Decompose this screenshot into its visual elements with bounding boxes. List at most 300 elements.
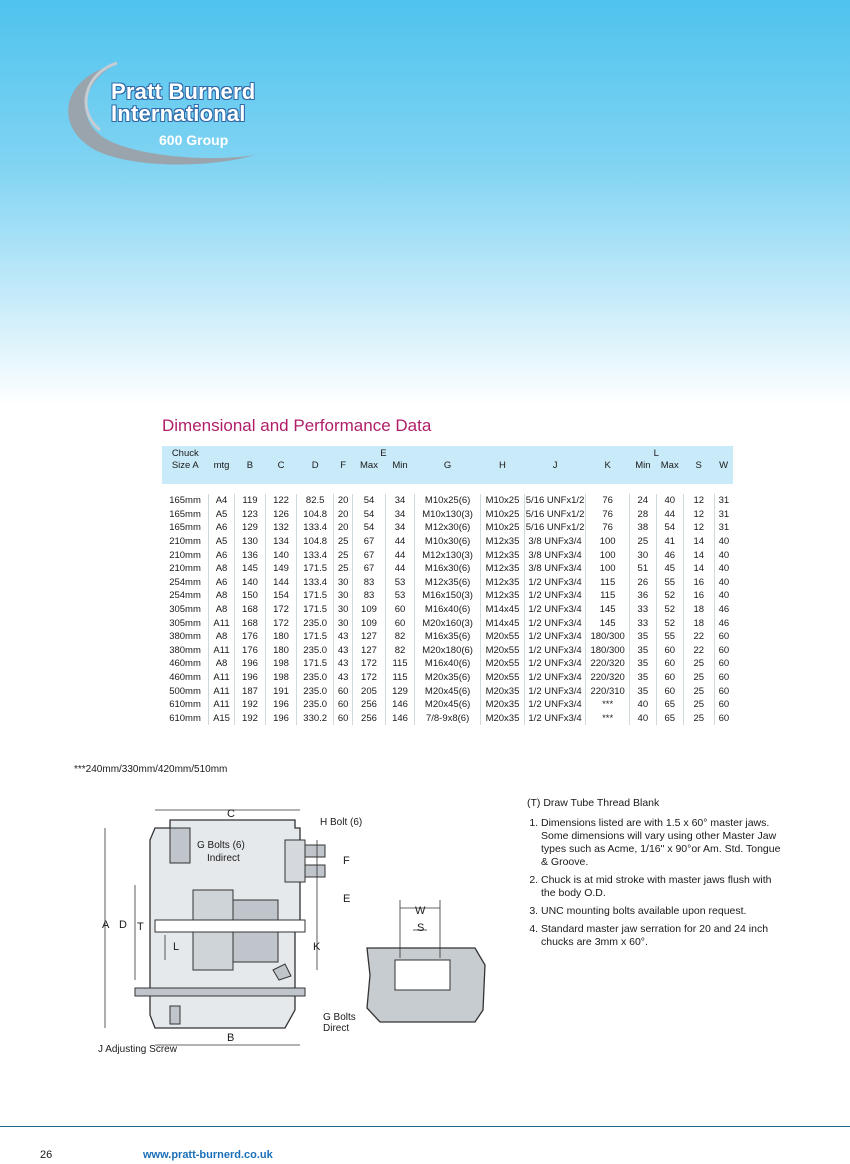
table-cell: 196	[234, 671, 265, 685]
table-row	[162, 630, 733, 644]
header-d: D	[297, 460, 334, 484]
table-row	[162, 494, 733, 508]
table-cell: 235.0	[297, 671, 334, 685]
table-cell: 460mm	[169, 672, 201, 684]
label-h-bolt: H Bolt (6)	[320, 817, 363, 828]
logo-group-text: 600 Group	[159, 132, 229, 148]
table-cell: 40	[714, 562, 733, 576]
table-cell: 198	[266, 671, 297, 685]
table-cell: 610mm	[169, 712, 201, 724]
table-cell: 60	[714, 657, 733, 671]
table-cell: M12x130(3)	[415, 548, 481, 562]
table-cell: 171.5	[297, 603, 334, 617]
table-cell: 115	[586, 576, 629, 590]
table-cell: 130	[234, 535, 265, 549]
table-cell: 20	[334, 494, 353, 508]
table-cell: M12x35	[481, 562, 524, 576]
table-cell: 180	[266, 644, 297, 658]
table-cell: 1/2 UNFx3/4	[524, 644, 586, 658]
table-cell: 12	[683, 494, 714, 508]
table-cell: 40	[714, 548, 733, 562]
table-cell: 25	[683, 684, 714, 698]
table-cell: 100	[586, 562, 629, 576]
table-cell: 34	[386, 521, 415, 535]
header-l: L	[629, 446, 683, 460]
table-cell: M20x35	[481, 698, 524, 712]
table-cell: 171.5	[297, 630, 334, 644]
table-cell: M20x35	[481, 712, 524, 726]
logo-line-2: International	[111, 101, 246, 126]
table-cell: 1/2 UNFx3/4	[524, 630, 586, 644]
header-b: B	[234, 460, 265, 484]
table-cell: ***	[586, 712, 629, 726]
table-cell: 129	[386, 684, 415, 698]
table-cell: 115	[386, 671, 415, 685]
table-cell: 54	[352, 494, 385, 508]
table-cell: 146	[386, 712, 415, 726]
table-cell: 40	[629, 712, 656, 726]
table-row	[162, 521, 733, 535]
table-cell: M20x55	[481, 644, 524, 658]
table-cell: 235.0	[297, 644, 334, 658]
table-cell: 60	[656, 671, 683, 685]
table-cell: M16x150(3)	[415, 589, 481, 603]
table-cell: 104.8	[297, 535, 334, 549]
table-cell: 180/300	[586, 630, 629, 644]
table-cell: 67	[352, 535, 385, 549]
table-cell: 149	[266, 562, 297, 576]
label-j-screw: J Adjusting Screw	[98, 1044, 177, 1055]
table-cell: 31	[714, 521, 733, 535]
table-cell: 60	[386, 616, 415, 630]
table-cell: 12	[683, 508, 714, 522]
table-cell: 82	[386, 630, 415, 644]
table-cell: A8	[209, 603, 235, 617]
table-cell: 180	[266, 630, 297, 644]
label-s: S	[417, 922, 425, 934]
note-item-3: 3. UNC mounting bolts available upon request.	[541, 905, 787, 918]
table-cell: 180/300	[586, 644, 629, 658]
table-cell: 460mm	[169, 658, 201, 670]
table-cell: 44	[386, 548, 415, 562]
table-cell: 1/2 UNFx3/4	[524, 576, 586, 590]
table-cell: 44	[386, 535, 415, 549]
table-cell: 610mm	[169, 699, 201, 711]
table-cell: 18	[683, 603, 714, 617]
table-cell: 25	[334, 535, 353, 549]
table-cell: 256	[352, 698, 385, 712]
notes-intro: (T) Draw Tube Thread Blank	[527, 797, 660, 809]
table-cell: 14	[683, 562, 714, 576]
logo-line-1: Pratt Burnerd	[111, 79, 256, 104]
table-cell: 109	[352, 616, 385, 630]
table-cell: 67	[352, 562, 385, 576]
table-cell: 1/2 UNFx3/4	[524, 712, 586, 726]
table-cell: 54	[352, 521, 385, 535]
table-cell: 40	[714, 589, 733, 603]
table-cell: 305mm	[169, 617, 201, 629]
website-link[interactable]: www.pratt-burnerd.co.uk	[143, 1149, 273, 1161]
table-cell: 45	[656, 562, 683, 576]
table-cell: 140	[234, 576, 265, 590]
table-cell: 76	[586, 494, 629, 508]
table-cell: M16x40(6)	[415, 657, 481, 671]
header-l-min: Min	[629, 460, 656, 484]
table-cell: 82.5	[297, 494, 334, 508]
table-cell: 126	[266, 508, 297, 522]
table-cell: 133.4	[297, 521, 334, 535]
table-cell: 16	[683, 589, 714, 603]
table-cell: 129	[234, 521, 265, 535]
table-row	[162, 712, 733, 726]
table-cell: M16x30(6)	[415, 562, 481, 576]
table-cell: M20x35	[481, 684, 524, 698]
section-title: Dimensional and Performance Data	[162, 416, 432, 435]
table-row	[162, 548, 733, 562]
label-c: C	[227, 808, 235, 820]
table-cell: 60	[714, 644, 733, 658]
table-cell: 150	[234, 589, 265, 603]
header-e: E	[352, 446, 414, 460]
table-cell: A6	[209, 548, 235, 562]
table-cell: 20	[334, 521, 353, 535]
table-row	[162, 671, 733, 685]
note-item-1: 1. Dimensions listed are with 1.5 x 60° master jaws. Some dimensions will vary using other Master Jaw types such as Acme, 1/16" x 90°or Am. Std. Tongue & Groove.	[541, 817, 787, 869]
table-cell: 34	[386, 494, 415, 508]
table-cell: 192	[234, 698, 265, 712]
table-cell: 25	[629, 535, 656, 549]
header-g: G	[415, 460, 481, 484]
table-cell: A11	[209, 616, 235, 630]
label-g-bolts-indirect-1: G Bolts (6)	[197, 840, 245, 851]
dimension-table-wrapper	[162, 446, 733, 725]
table-cell: A11	[209, 684, 235, 698]
table-cell: 30	[334, 576, 353, 590]
header-e-min: Min	[386, 460, 415, 484]
table-cell: 119	[234, 494, 265, 508]
table-cell: 60	[656, 684, 683, 698]
table-cell: 256	[352, 712, 385, 726]
table-cell: 25	[683, 698, 714, 712]
table-cell: M20x55	[481, 657, 524, 671]
table-cell: 40	[629, 698, 656, 712]
table-cell: 5/16 UNFx1/2	[525, 495, 585, 507]
header-j: J	[524, 460, 586, 484]
footnote: ***240mm/330mm/420mm/510mm	[74, 764, 228, 775]
table-cell: 196	[266, 698, 297, 712]
table-cell: 28	[629, 508, 656, 522]
label-b: B	[227, 1032, 235, 1044]
table-cell: M10x25	[481, 508, 524, 522]
table-cell: 65	[656, 712, 683, 726]
table-cell: 165mm	[169, 495, 201, 507]
label-t: T	[137, 921, 144, 933]
table-cell: 172	[266, 603, 297, 617]
table-cell: 144	[266, 576, 297, 590]
table-cell: A11	[209, 671, 235, 685]
table-cell: 46	[714, 603, 733, 617]
table-cell: M10x25	[481, 494, 524, 508]
header-h: H	[481, 460, 524, 484]
table-row	[162, 644, 733, 658]
table-cell: 33	[629, 603, 656, 617]
table-cell: 51	[629, 562, 656, 576]
table-cell: 100	[586, 548, 629, 562]
table-cell: 35	[629, 644, 656, 658]
table-cell: M12x35(6)	[415, 576, 481, 590]
table-row	[162, 698, 733, 712]
table-cell: 60	[656, 644, 683, 658]
table-cell: 176	[234, 644, 265, 658]
table-cell: M20x160(3)	[415, 616, 481, 630]
label-g-bolts-indirect-2: Indirect	[207, 853, 240, 864]
table-cell: 60	[334, 712, 353, 726]
table-cell: M14x45	[481, 603, 524, 617]
table-cell: 83	[352, 589, 385, 603]
table-cell: 145	[234, 562, 265, 576]
table-cell: 60	[714, 698, 733, 712]
table-cell: 34	[386, 508, 415, 522]
table-cell: 187	[234, 684, 265, 698]
notes-panel	[527, 797, 787, 954]
table-cell: 30	[334, 616, 353, 630]
table-cell: 67	[352, 548, 385, 562]
table-cell: 254mm	[169, 590, 201, 602]
table-cell: 123	[234, 508, 265, 522]
table-cell: A6	[209, 521, 235, 535]
header-chuck: Chuck	[162, 446, 209, 460]
table-cell: 104.8	[297, 508, 334, 522]
table-cell: A11	[209, 644, 235, 658]
header-e-max: Max	[352, 460, 385, 484]
table-cell: M12x30(6)	[415, 521, 481, 535]
table-row	[162, 562, 733, 576]
table-cell: 220/310	[586, 684, 629, 698]
label-d: D	[119, 919, 127, 931]
table-cell: M16x40(6)	[415, 603, 481, 617]
table-cell: 16	[683, 576, 714, 590]
table-cell: 25	[334, 562, 353, 576]
table-cell: 76	[586, 508, 629, 522]
table-cell: 52	[656, 616, 683, 630]
label-k: K	[313, 941, 321, 953]
table-cell: 76	[586, 521, 629, 535]
table-cell: 46	[656, 548, 683, 562]
table-cell: 44	[656, 508, 683, 522]
table-cell: 3/8 UNFx3/4	[524, 548, 586, 562]
table-cell: 25	[334, 548, 353, 562]
table-cell: 60	[714, 671, 733, 685]
table-cell: 220/320	[586, 671, 629, 685]
header-mtg: mtg	[209, 460, 235, 484]
table-cell: A5	[209, 535, 235, 549]
table-cell: 31	[714, 508, 733, 522]
table-cell: 191	[266, 684, 297, 698]
table-cell: M20x45(6)	[415, 698, 481, 712]
table-cell: 60	[714, 684, 733, 698]
table-cell: M20x180(6)	[415, 644, 481, 658]
table-cell: M20x55	[481, 671, 524, 685]
table-cell: 35	[629, 630, 656, 644]
table-cell: 82	[386, 644, 415, 658]
company-logo	[55, 55, 345, 175]
table-cell: 205	[352, 684, 385, 698]
table-cell: 25	[683, 712, 714, 726]
table-cell: 25	[683, 657, 714, 671]
table-cell: 54	[656, 521, 683, 535]
table-row	[162, 576, 733, 590]
table-cell: 52	[656, 603, 683, 617]
table-cell: 235.0	[297, 684, 334, 698]
table-cell: 196	[234, 657, 265, 671]
table-cell: 115	[386, 657, 415, 671]
header-k: K	[586, 460, 629, 484]
table-cell: 380mm	[169, 644, 201, 656]
table-row	[162, 603, 733, 617]
table-cell: 176	[234, 630, 265, 644]
table-cell: 18	[683, 616, 714, 630]
table-cell: 22	[683, 644, 714, 658]
table-cell: 1/2 UNFx3/4	[524, 616, 586, 630]
table-cell: 5/16 UNFx1/2	[525, 508, 585, 520]
table-cell: 380mm	[169, 631, 201, 643]
table-cell: 210mm	[169, 549, 201, 561]
table-cell: 43	[334, 630, 353, 644]
table-cell: 54	[352, 508, 385, 522]
table-cell: 60	[386, 603, 415, 617]
table-cell: 210mm	[169, 563, 201, 575]
table-cell: 172	[352, 671, 385, 685]
notes-list	[527, 817, 787, 949]
table-cell: 254mm	[169, 576, 201, 588]
table-cell: A11	[209, 698, 235, 712]
table-cell: A4	[209, 494, 235, 508]
table-cell: 168	[234, 616, 265, 630]
table-body	[162, 484, 733, 725]
table-cell: 171.5	[297, 589, 334, 603]
table-cell: 168	[234, 603, 265, 617]
table-cell: M20x45(6)	[415, 684, 481, 698]
table-cell: 55	[656, 630, 683, 644]
table-cell: 60	[334, 684, 353, 698]
table-cell: ***	[586, 698, 629, 712]
table-row	[162, 657, 733, 671]
table-cell: 330.2	[297, 712, 334, 726]
table-cell: 30	[334, 603, 353, 617]
label-g-bolts-direct-2: Direct	[323, 1023, 350, 1034]
table-cell: 40	[714, 535, 733, 549]
table-cell: 40	[714, 576, 733, 590]
chuck-drawing	[95, 800, 505, 1060]
table-cell: 43	[334, 644, 353, 658]
table-cell: 127	[352, 630, 385, 644]
table-cell: 134	[266, 535, 297, 549]
table-cell: 35	[629, 684, 656, 698]
table-row	[162, 684, 733, 698]
chuck-diagram	[95, 800, 505, 1065]
table-cell: M10x25	[481, 521, 524, 535]
table-cell: 33	[629, 616, 656, 630]
table-cell: 115	[586, 589, 629, 603]
table-cell: 83	[352, 576, 385, 590]
table-cell: 198	[266, 657, 297, 671]
table-cell: 14	[683, 548, 714, 562]
table-cell: 60	[656, 657, 683, 671]
table-cell: 44	[386, 562, 415, 576]
label-g-bolts-direct-1: G Bolts	[323, 1012, 356, 1023]
header-w: W	[714, 460, 733, 484]
table-cell: 31	[714, 494, 733, 508]
table-cell: 127	[352, 644, 385, 658]
header-s: S	[683, 460, 714, 484]
table-cell: 146	[386, 698, 415, 712]
table-cell: 46	[714, 616, 733, 630]
table-cell: 122	[266, 494, 297, 508]
label-w: W	[415, 905, 426, 917]
table-cell: M12x35	[481, 548, 524, 562]
table-cell: 12	[683, 521, 714, 535]
table-cell: A8	[209, 562, 235, 576]
table-cell: 1/2 UNFx3/4	[524, 589, 586, 603]
table-cell: 1/2 UNFx3/4	[524, 603, 586, 617]
table-cell: 171.5	[297, 562, 334, 576]
table-row	[162, 589, 733, 603]
table-cell: 109	[352, 603, 385, 617]
table-cell: 30	[334, 589, 353, 603]
table-cell: 140	[266, 548, 297, 562]
table-cell: 145	[586, 616, 629, 630]
table-cell: 60	[334, 698, 353, 712]
table-cell: 53	[386, 589, 415, 603]
table-cell: 1/2 UNFx3/4	[524, 698, 586, 712]
table-cell: 196	[266, 712, 297, 726]
table-cell: 60	[714, 630, 733, 644]
table-cell: 192	[234, 712, 265, 726]
table-cell: 5/16 UNFx1/2	[525, 522, 585, 534]
table-cell: M20x35(6)	[415, 671, 481, 685]
table-cell: 36	[629, 589, 656, 603]
table-cell: 220/320	[586, 657, 629, 671]
table-cell: 53	[386, 576, 415, 590]
table-cell: 133.4	[297, 548, 334, 562]
table-cell: 210mm	[169, 536, 201, 548]
note-item-4: 4. Standard master jaw serration for 20 and 24 inch chucks are 3mm x 60°.	[541, 923, 787, 949]
table-cell: M16x35(6)	[415, 630, 481, 644]
table-cell: 20	[334, 508, 353, 522]
label-l: L	[173, 941, 180, 953]
header-size-a: Size A	[162, 460, 209, 484]
table-cell: 14	[683, 535, 714, 549]
table-cell: 165mm	[169, 522, 201, 534]
table-cell: 65	[656, 698, 683, 712]
table-cell: 3/8 UNFx3/4	[524, 562, 586, 576]
table-cell: 305mm	[169, 604, 201, 616]
table-cell: M14x45	[481, 616, 524, 630]
table-cell: 26	[629, 576, 656, 590]
table-cell: 172	[266, 616, 297, 630]
table-cell: A6	[209, 576, 235, 590]
table-cell: M12x35	[481, 576, 524, 590]
table-cell: A8	[209, 657, 235, 671]
table-cell: 38	[629, 521, 656, 535]
table-cell: 22	[683, 630, 714, 644]
table-cell: 52	[656, 589, 683, 603]
header-c: C	[266, 460, 297, 484]
footer-divider	[0, 1126, 850, 1127]
table-cell: A5	[209, 508, 235, 522]
table-row	[162, 508, 733, 522]
table-cell: M12x35	[481, 589, 524, 603]
